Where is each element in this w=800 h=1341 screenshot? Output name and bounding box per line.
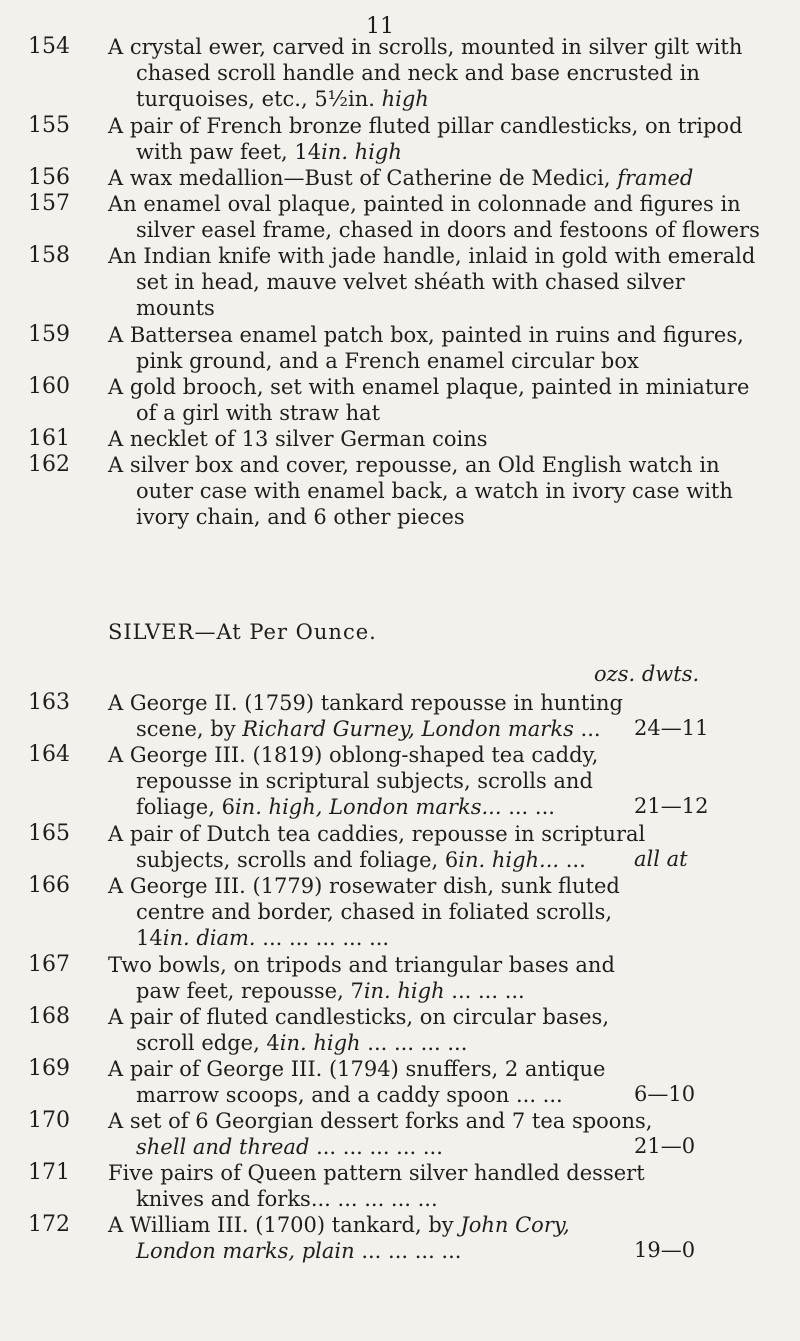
lot-number: 157 (28, 191, 70, 216)
lot-description: A William III. (1700) tankard, by John Cory, London marks, plain ... ... ... ... (108, 1213, 570, 1263)
lot-description: A pair of fluted candlesticks, on circular bases, scroll edge, 4in. high ... ... ... ... (108, 1005, 609, 1055)
lot-number: 170 (28, 1108, 70, 1133)
lot-number: 161 (28, 426, 70, 451)
units-header: ozs. dwts. (594, 662, 700, 686)
lot-number: 162 (28, 452, 70, 477)
lot-description: A George II. (1759) tankard repousse in hunting scene, by Richard Gurney, London marks ... (108, 691, 623, 741)
lot-description: A crystal ewer, carved in scrolls, mounted in silver gilt with chased scroll handle and neck and base encrusted in turquoises, etc., 5½in. high (108, 35, 743, 111)
lot-number: 172 (28, 1212, 70, 1237)
lot-number: 163 (28, 690, 70, 715)
lot-number: 164 (28, 742, 70, 767)
lot-description: A gold brooch, set with enamel plaque, painted in miniature of a girl with straw hat (108, 375, 750, 425)
lot-description: A pair of George III. (1794) snuffers, 2 antique marrow scoops, and a caddy spoon ... ... (108, 1057, 606, 1107)
price: 21—12 (634, 794, 709, 818)
lot-description: A Battersea enamel patch box, painted in ruins and figures, pink ground, and a French enamel circular box (108, 323, 744, 373)
lot-description: An enamel oval plaque, painted in colonnade and figures in silver easel frame, chased in doors and festoons of flowers (108, 192, 760, 242)
lot-number: 169 (28, 1056, 70, 1081)
lot-number: 166 (28, 873, 70, 898)
lot-number: 159 (28, 322, 70, 347)
lot-number: 168 (28, 1004, 70, 1029)
lot-number: 171 (28, 1160, 70, 1185)
lot-number: 165 (28, 821, 70, 846)
price: 19—0 (634, 1238, 696, 1262)
lot-description: A George III. (1819) oblong-shaped tea caddy, repousse in scriptural subjects, scrolls and foliage, 6in. high, London marks... ... ... (108, 743, 599, 819)
lot-description: A necklet of 13 silver German coins (108, 427, 488, 451)
price: all at (634, 847, 688, 871)
lot-description: A silver box and cover, repousse, an Old English watch in outer case with enamel back, a watch in ivory case with ivory chain, and 6 other pieces (108, 453, 733, 529)
section-heading: SILVER—At Per Ounce. (108, 620, 377, 644)
price: 6—10 (634, 1082, 696, 1106)
lot-description: A George III. (1779) rosewater dish, sunk fluted centre and border, chased in foliated scrolls, 14in. diam. ... ... ... ... ... (108, 874, 620, 950)
lot-description: An Indian knife with jade handle, inlaid in gold with emerald set in head, mauve velvet shéath with chased silver mounts (108, 244, 756, 320)
lot-description: Five pairs of Queen pattern silver handled dessert knives and forks... ... ... ... ... (108, 1161, 645, 1211)
lot-number: 156 (28, 165, 70, 190)
lot-number: 154 (28, 34, 70, 59)
lot-number: 160 (28, 374, 70, 399)
price: 24—11 (634, 716, 709, 740)
page-number: 11 (366, 14, 394, 39)
lot-description: Two bowls, on tripods and triangular bases and paw feet, repousse, 7in. high ... ... ... (108, 953, 615, 1003)
lot-description: A pair of Dutch tea caddies, repousse in scriptural subjects, scrolls and foliage, 6in. high... ... (108, 822, 646, 872)
lot-description: A pair of French bronze fluted pillar candlesticks, on tripod with paw feet, 14in. high (108, 114, 743, 164)
lot-number: 155 (28, 113, 70, 138)
price: 21—0 (634, 1134, 696, 1158)
lot-description: A wax medallion—Bust of Catherine de Medici, framed (108, 166, 694, 190)
lot-number: 158 (28, 243, 70, 268)
lot-number: 167 (28, 952, 70, 977)
lot-description: A set of 6 Georgian dessert forks and 7 tea spoons, shell and thread ... ... ... ... ... (108, 1109, 653, 1159)
